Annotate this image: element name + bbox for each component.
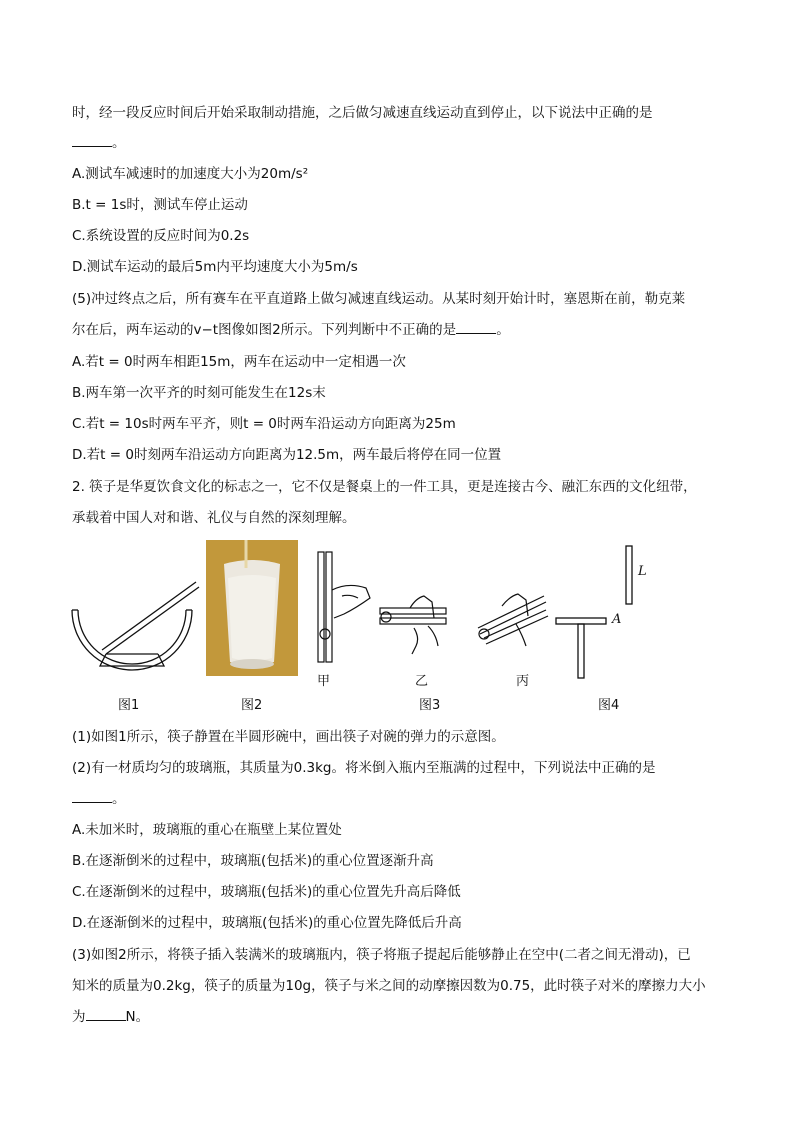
q1-option-c: C.系统设置的反应时间为0.2s [72,228,250,244]
q2-figures [66,538,726,718]
q5-stem-line2 [72,321,510,339]
fig4-caption: 图4 [598,698,620,713]
answer-blank[interactable] [72,134,112,147]
q1-option-b: B.t = 1s时，测试车停止运动 [72,197,248,213]
fig3-bing-chopsticks [478,594,548,646]
q2-part3-prefix: 为 [72,1009,86,1025]
q2-part3-unit: N。 [125,1009,150,1025]
fig1-bowl [72,610,192,670]
q2-part2-option-a: A.未加米时，玻璃瓶的重心在瓶壁上某位置处 [72,822,342,838]
q2-part3-line3 [72,1008,149,1026]
fig3-sub-yi: 乙 [415,674,429,689]
fig3-jia-chopsticks [318,552,370,662]
q5-end: 。 [496,322,510,338]
fig3-caption: 图3 [419,698,441,713]
q1-answer-line [72,134,126,152]
q2-part1: (1)如图1所示，筷子静置在半圆形碗中，画出筷子对碗的弹力的示意图。 [72,729,505,745]
q5-stem-line1: (5)冲过终点之后，所有赛车在平直道路上做匀减速直线运动。从某时刻开始计时，塞恩斯在前，勒克莱 [72,291,686,307]
fig3-yi-chopsticks [380,596,446,654]
q1-option-a: A.测试车减速时的加速度大小为20m/s² [72,166,309,182]
q5-option-a: A.若t = 0时两车相距15m，两车在运动中一定相遇一次 [72,354,406,370]
q2-stem-line1: 2. 筷子是华夏饮食文化的标志之一，它不仅是餐桌上的一件工具，更是连接古今、融汇东西的文化纽带， [72,479,697,495]
answer-blank[interactable] [456,321,496,334]
fig3-sub-jia: 甲 [317,674,331,689]
fig4-rod-l [626,546,632,604]
q1-stem-text: 时，经一段反应时间后开始采取制动措施，之后做匀减速直线运动直到停止，以下说法中正确的是 [72,105,653,121]
fig1-chopstick [102,582,199,654]
q2-part3-line2: 知米的质量为0.2kg，筷子的质量为10g，筷子与米之间的动摩擦因数为0.75，此时筷子对米的摩擦力大小 [72,978,706,994]
fig2-photo [206,540,298,676]
q2-part2-option-d: D.在逐渐倒米的过程中，玻璃瓶(包括米)的重心位置先降低后升高 [72,915,462,931]
answer-blank[interactable] [72,790,112,803]
q5-option-d: D.若t = 0时刻两车沿运动方向距离为12.5m，两车最后将停在同一位置 [72,447,502,463]
q1-option-d: D.测试车运动的最后5m内平均速度大小为5m/s [72,259,358,275]
fig4-label-l: L [638,564,647,579]
q1-end: 。 [112,135,126,151]
fig4-label-a: A [612,612,622,627]
q2-part3-line1: (3)如图2所示，将筷子插入装满米的玻璃瓶内，筷子将瓶子提起后能够静止在空中(二者之间无滑动)，已 [72,947,691,963]
q5-stem-text: 尔在后，两车运动的v−t图像如图2所示。下列判断中不正确的是 [72,322,457,338]
fig3-sub-bing: 丙 [516,674,530,689]
q1-stem [72,104,653,122]
q2-part2-end: 。 [112,791,126,807]
fig1-caption: 图1 [118,698,140,713]
q5-option-c: C.若t = 10s时两车平齐，则t = 0时两车沿运动方向距离为25m [72,416,456,432]
q2-part2-option-b: B.在逐渐倒米的过程中，玻璃瓶(包括米)的重心位置逐渐升高 [72,853,434,869]
q2-part2-answer [72,790,126,808]
q2-part2-line1: (2)有一材质均匀的玻璃瓶，其质量为0.3kg。将米倒入瓶内至瓶满的过程中，下列说法中正确的是 [72,760,656,776]
q2-stem-line2: 承载着中国人对和谐、礼仪与自然的深刻理解。 [72,510,356,526]
fig4-t-frame [556,618,606,678]
q5-option-b: B.两车第一次平齐的时刻可能发生在12s末 [72,385,326,401]
answer-blank[interactable] [86,1008,126,1021]
q2-part2-option-c: C.在逐渐倒米的过程中，玻璃瓶(包括米)的重心位置先升高后降低 [72,884,461,900]
fig2-caption: 图2 [241,698,263,713]
figure-drawings [66,538,726,718]
